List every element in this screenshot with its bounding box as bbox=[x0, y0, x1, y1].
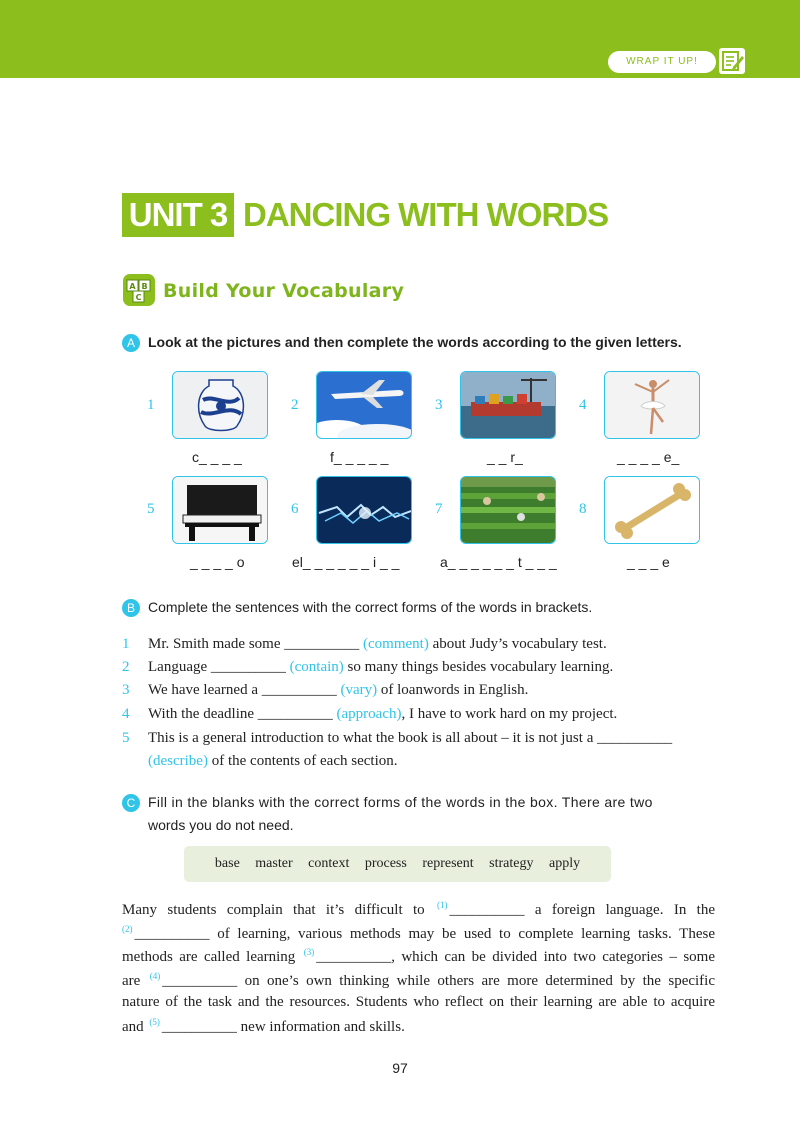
blank-marker: (1) bbox=[437, 900, 448, 910]
picture-bone bbox=[604, 476, 700, 544]
sentence-5-continued: (describe) of the contents of each section. bbox=[148, 753, 398, 769]
picture-electricity bbox=[316, 476, 412, 544]
unit-title: DANCING WITH WORDS bbox=[243, 196, 609, 233]
picture-porcelain-vase bbox=[172, 371, 268, 439]
section-c-marker: C bbox=[122, 794, 140, 812]
picture-number: 3 bbox=[435, 397, 443, 413]
sentence-3: 3 We have learned a __________ (vary) of loanwords in English. bbox=[122, 682, 529, 698]
page-number: 97 bbox=[392, 1060, 408, 1076]
wrap-it-up-label: WRAP IT UP! bbox=[608, 51, 716, 73]
section-c-instruction: Fill in the blanks with the correct forms of the words in the box. There are two bbox=[148, 794, 653, 810]
section-c-instruction-line2: words you do not need. bbox=[148, 817, 294, 833]
svg-text:C: C bbox=[135, 293, 142, 302]
word-blank: _ _ _ _ e_ bbox=[617, 449, 680, 465]
picture-number: 7 bbox=[435, 501, 443, 517]
unit-number: UNIT 3 bbox=[122, 193, 234, 237]
sentence-2: 2 Language __________ (contain) so many things besides vocabulary learning. bbox=[122, 659, 614, 675]
word-blank: el_ _ _ _ _ _ i _ _ bbox=[292, 554, 400, 570]
paragraph-line: $^{(2)}$ __________ of learning, various methods may be used to complete learning tasks. These bbox=[122, 924, 715, 942]
blank-marker: (2) bbox=[122, 924, 133, 934]
word-option: master bbox=[255, 856, 293, 871]
word-blank: f_ _ _ _ _ bbox=[330, 449, 389, 465]
word-blank: _ _ r_ bbox=[487, 449, 523, 465]
section-b-marker: B bbox=[122, 599, 140, 617]
sentence-1: 1 Mr. Smith made some __________ (comment) about Judy’s vocabulary test. bbox=[122, 636, 607, 652]
picture-airplane bbox=[316, 371, 412, 439]
word-option: context bbox=[308, 856, 350, 871]
picture-harbor-port bbox=[460, 371, 556, 439]
picture-number: 5 bbox=[147, 501, 155, 517]
word-option: represent bbox=[422, 856, 474, 871]
paragraph-line: Many students complain that it’s difficult to $^{(1)}$ __________ a foreign language. In the bbox=[122, 900, 715, 918]
picture-number: 4 bbox=[579, 397, 587, 413]
picture-ballet-dancer bbox=[604, 371, 700, 439]
picture-farm-workers bbox=[460, 476, 556, 544]
word-option: apply bbox=[548, 856, 581, 871]
blank-marker: (3) bbox=[303, 947, 315, 957]
picture-number: 2 bbox=[291, 397, 299, 413]
sentence-5: 5 This is a general introduction to what the book is all about – it is not just a __________ bbox=[122, 730, 673, 746]
svg-text:B: B bbox=[141, 282, 148, 291]
word-box bbox=[184, 846, 611, 882]
svg-text:A: A bbox=[129, 282, 136, 291]
picture-number: 6 bbox=[291, 501, 299, 517]
abc-blocks-icon bbox=[122, 273, 156, 307]
word-option: process bbox=[364, 856, 407, 871]
word-blank: _ _ _ _ o bbox=[190, 554, 245, 570]
build-vocabulary-heading: Build Your Vocabulary bbox=[163, 280, 405, 302]
picture-number: 8 bbox=[579, 501, 587, 517]
section-b-instruction: Complete the sentences with the correct forms of the words in brackets. bbox=[148, 599, 593, 615]
word-blank: a_ _ _ _ _ _ t _ _ _ bbox=[440, 554, 557, 570]
picture-piano bbox=[172, 476, 268, 544]
paragraph-line: are $^{(4)}$ __________ on one’s own thinking while others are more determined by the specific bbox=[122, 971, 715, 989]
word-blank: c_ _ _ _ bbox=[192, 449, 242, 465]
notepad-pencil-icon bbox=[718, 47, 746, 75]
section-a-marker: A bbox=[122, 334, 140, 352]
paragraph-line: and $^{(5)}$ __________ new information and skills. bbox=[122, 1017, 405, 1035]
word-option: strategy bbox=[489, 856, 534, 871]
picture-number: 1 bbox=[147, 397, 155, 413]
paragraph-line: methods are called learning $^{(3)}$ __________, which can be divided into two categories – some bbox=[122, 947, 715, 965]
word-blank: _ _ _ e bbox=[627, 554, 670, 570]
word-option: base bbox=[214, 856, 240, 871]
sentence-4: 4 With the deadline __________ (approach), I have to work hard on my project. bbox=[122, 706, 618, 722]
paragraph-line: nature of the task and the resources. Students who reflect on their learning are able to acquire bbox=[122, 994, 715, 1010]
blank-marker: (4) bbox=[149, 971, 161, 981]
section-a-instruction: Look at the pictures and then complete the words according to the given letters. bbox=[148, 334, 682, 350]
blank-marker: (5) bbox=[149, 1017, 160, 1027]
